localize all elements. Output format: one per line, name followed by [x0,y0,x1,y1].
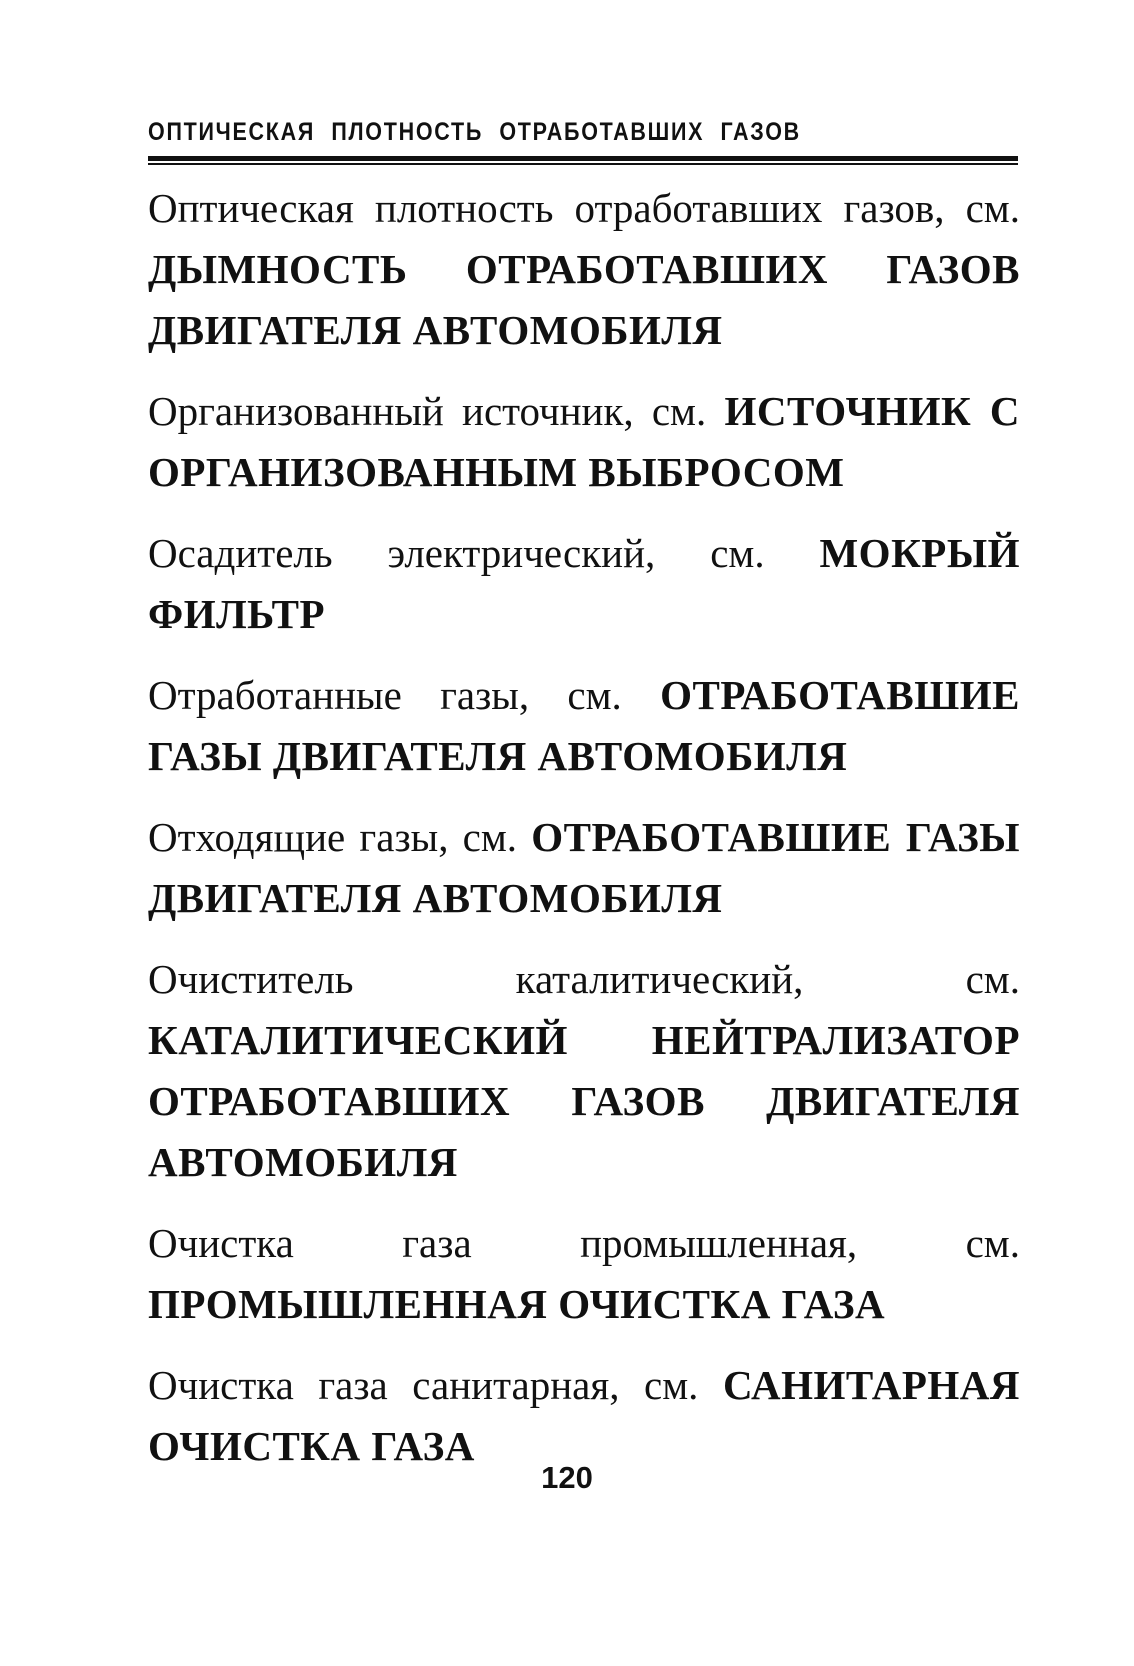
entry-term: Организованный источник, см. [148,388,707,434]
entry-term: Отходящие газы, см. [148,814,518,860]
entry-cross-reference: ДЫМНОСТЬ ОТРАБОТАВШИХ ГАЗОВ ДВИГАТЕЛЯ АВТОМОБИЛЯ [148,246,1020,353]
header-rule-thick [148,156,1018,161]
header-rule-thin [148,163,1018,165]
entry-cross-reference: ИСТОЧНИК С ОРГАНИЗОВАННЫМ ВЫБРОСОМ [148,388,1021,495]
entry-term: Отработанные газы, см. [148,672,622,718]
entry-term: Очистка газа санитарная, см. [148,1362,699,1408]
entry-cross-reference: ОТРАБОТАВШИЕ ГАЗЫ ДВИГАТЕЛЯ АВТОМОБИЛЯ [148,814,1020,921]
dictionary-entries [148,178,1020,1497]
entry-term: Очистка газа промышленная, см. [148,1220,1020,1266]
page-number: 120 [541,1460,593,1495]
entry-cross-reference: МОКРЫЙ ФИЛЬТР [148,530,1020,637]
entry-cross-reference: САНИТАРНАЯ ОЧИСТКА ГАЗА [148,1362,1020,1469]
dictionary-entry [148,807,1020,929]
entry-cross-reference: ОТРАБОТАВШИЕ ГАЗЫ ДВИГАТЕЛЯ АВТОМОБИЛЯ [148,672,1021,779]
dictionary-entry [148,665,1020,787]
dictionary-entry [148,523,1020,645]
dictionary-entry [148,178,1020,361]
entry-term: Осадитель электрический, см. [148,530,765,576]
entry-term: Оптическая плотность отработавших газов, см. [148,185,1020,231]
dictionary-entry [148,1355,1020,1477]
dictionary-entry [148,949,1020,1193]
dictionary-entry [148,1213,1020,1335]
entry-cross-reference: ПРОМЫШЛЕННАЯ ОЧИСТКА ГАЗА [148,1281,886,1327]
entry-term: Очиститель каталитический, см. [148,956,1020,1002]
running-head: ОПТИЧЕСКАЯ ПЛОТНОСТЬ ОТРАБОТАВШИХ ГАЗОВ [148,118,801,146]
entry-cross-reference: КАТАЛИТИЧЕСКИЙ НЕЙТРАЛИЗАТОР ОТРАБОТАВШИХ ГАЗОВ ДВИГАТЕЛЯ АВТОМОБИЛЯ [148,1017,1020,1185]
dictionary-entry [148,381,1020,503]
